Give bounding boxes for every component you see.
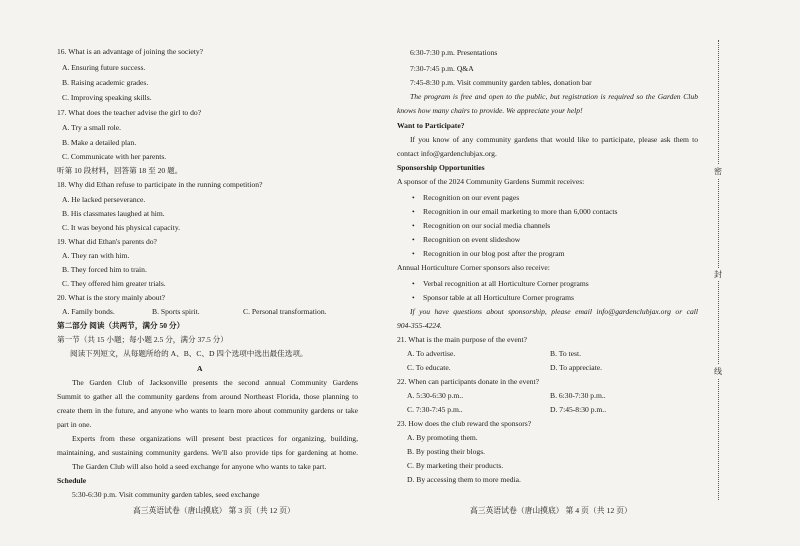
- bullet-item: • Recognition on event slideshow: [423, 235, 520, 244]
- note-line: If you have questions about sponsorship, please email info@gardenclubjax.org or call: [410, 307, 698, 316]
- page-footer: 高三英语试卷（唐山摸底） 第 4 页（共 12 页）: [470, 506, 632, 515]
- option: A. 5:30-6:30 p.m..: [407, 391, 464, 400]
- option: B. Make a detailed plan.: [62, 138, 137, 147]
- option: B. Sports spirit.: [152, 307, 200, 316]
- question-22: 22. When can participants donate in the event?: [397, 377, 539, 386]
- paragraph-line: If you know of any community gardens that would like to participate, please ask them to: [410, 135, 698, 144]
- schedule-item: 6:30-7:30 p.m. Presentations: [410, 48, 498, 57]
- bullet-item: • Verbal recognition at all Horticulture Corner programs: [423, 279, 589, 288]
- option: C. They offered him greater trials.: [62, 279, 166, 288]
- paragraph-line: Annual Horticulture Corner sponsors also receive:: [397, 263, 550, 272]
- question-18: 18. Why did Ethan refuse to participate in the running competition?: [57, 180, 263, 189]
- paragraph-line: part in one.: [57, 420, 92, 429]
- section-heading: Sponsorship Opportunities: [397, 163, 485, 172]
- question-16: 16. What is an advantage of joining the society?: [57, 47, 203, 56]
- seal-mark: 封: [714, 270, 722, 279]
- option: A. Family bonds.: [62, 307, 115, 316]
- question-17: 17. What does the teacher advise the girl to do?: [57, 108, 202, 117]
- bullet-item: • Recognition on our social media channels: [423, 221, 550, 230]
- bullet-item: • Recognition in our email marketing to more than 6,000 contacts: [423, 207, 617, 216]
- question-23: 23. How does the club reward the sponsors?: [397, 419, 532, 428]
- option: A. To advertise.: [407, 349, 456, 358]
- option: D. To appreciate.: [550, 363, 603, 372]
- option: D. By accessing them to more media.: [407, 475, 521, 484]
- listening-instruction: 听第 10 段材料，回答第 18 至 20 题。: [57, 166, 183, 175]
- option: C. 7:30-7:45 p.m..: [407, 405, 463, 414]
- note-line: knows how many chairs to provide. We appreciate your help!: [397, 106, 583, 115]
- bullet-item: • Sponsor table at all Horticulture Corner programs: [423, 293, 574, 302]
- page-4: [395, 0, 800, 546]
- passage-label: A: [197, 364, 203, 373]
- seal-mark: 线: [714, 367, 722, 376]
- option: A. By promoting them.: [407, 433, 478, 442]
- option: A. Try a small role.: [62, 123, 122, 132]
- option: B. They forced him to train.: [62, 265, 147, 274]
- paragraph-line: A sponsor of the 2024 Community Gardens Summit receives:: [397, 177, 585, 186]
- option: B. His classmates laughed at him.: [62, 209, 165, 218]
- option: D. 7:45-8:30 p.m..: [550, 405, 607, 414]
- paragraph-line: The Garden Club of Jacksonville presents the second annual Community Gardens: [72, 378, 358, 387]
- option: B. Raising academic grades.: [62, 78, 149, 87]
- option: A. They ran with him.: [62, 251, 130, 260]
- section-heading: Want to Participate?: [397, 121, 465, 130]
- question-19: 19. What did Ethan's parents do?: [57, 237, 157, 246]
- option: B. 6:30-7:30 p.m..: [550, 391, 606, 400]
- page-3: [0, 0, 395, 546]
- option: C. By marketing their products.: [407, 461, 504, 470]
- option: C. It was beyond his physical capacity.: [62, 223, 181, 232]
- schedule-item: 7:30-7:45 p.m. Q&A: [410, 64, 474, 73]
- option: A. He lacked perseverance.: [62, 195, 146, 204]
- bullet-item: • Recognition on our event pages: [423, 193, 519, 202]
- paragraph-line: Summit to gather all the community gardens from around Northeast Florida, those planning to: [57, 392, 358, 401]
- seal-mark: 密: [714, 167, 722, 176]
- schedule-item: 5:30-6:30 p.m. Visit community garden tables, seed exchange: [72, 490, 260, 499]
- option: C. To educate.: [407, 363, 451, 372]
- page-footer: 高三英语试卷（唐山摸底） 第 3 页（共 12 页）: [133, 506, 295, 515]
- option: A. Ensuring future success.: [62, 63, 146, 72]
- schedule-heading: Schedule: [57, 476, 87, 485]
- note-line: The program is free and open to the public, but registration is required so the Garden Club: [410, 92, 698, 101]
- paragraph-line: create them in the future, and anyone who wants to learn more about community gardens or take: [57, 406, 358, 415]
- paragraph-line: Experts from these organizations will present best practices for organizing, building,: [72, 434, 358, 443]
- note-line: 904-355-4224.: [397, 321, 442, 330]
- question-21: 21. What is the main purpose of the event?: [397, 335, 527, 344]
- paragraph-line: maintaining, and sustaining community gardens. We'll also provide tips for gardening at home.: [57, 448, 358, 457]
- paragraph-line: The Garden Club will also hold a seed exchange for anyone who wants to take part.: [72, 462, 327, 471]
- reading-instruction: 阅读下列短文，从每题所给的 A、B、C、D 四个选项中选出最佳选项。: [70, 349, 308, 358]
- option: C. Improving speaking skills.: [62, 93, 152, 102]
- option: B. By posting their blogs.: [407, 447, 486, 456]
- option: C. Communicate with her parents.: [62, 152, 167, 161]
- bullet-item: • Recognition in our blog post after the program: [423, 249, 565, 258]
- part-heading: 第二部分 阅读（共两节，满分 50 分）: [57, 321, 185, 330]
- schedule-item: 7:45-8:30 p.m. Visit community garden tables, donation bar: [410, 78, 592, 87]
- option: C. Personal transformation.: [243, 307, 327, 316]
- section-heading: 第一节（共 15 小题；每小题 2.5 分，满分 37.5 分）: [57, 335, 228, 344]
- option: B. To test.: [550, 349, 581, 358]
- question-20: 20. What is the story mainly about?: [57, 293, 166, 302]
- paragraph-line: contact info@gardenclubjax.org.: [397, 149, 497, 158]
